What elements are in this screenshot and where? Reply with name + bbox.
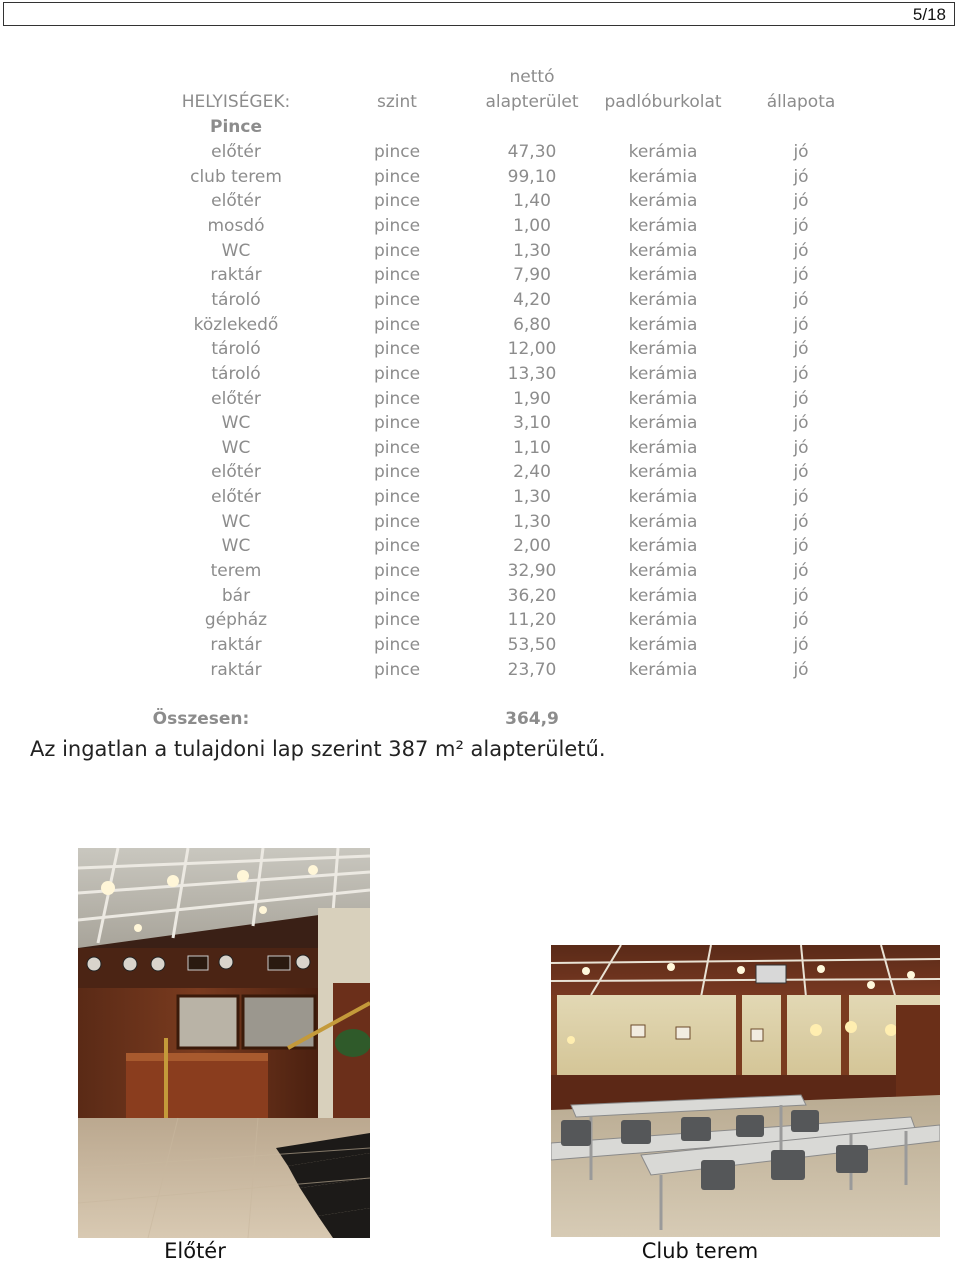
photo-eloter-image (78, 848, 370, 1238)
room-flooring: kerámia (628, 289, 698, 310)
room-level: pince (373, 339, 421, 360)
room-area: 1,40 (513, 191, 551, 212)
room-level: pince (373, 166, 421, 187)
table-row (0, 635, 960, 659)
table-row (0, 142, 960, 166)
room-condition: jó (793, 339, 809, 360)
section-label: Pince (210, 117, 262, 137)
room-flooring: kerámia (628, 511, 698, 532)
room-condition: jó (793, 462, 809, 483)
room-flooring: kerámia (628, 437, 698, 458)
room-flooring: kerámia (628, 561, 698, 582)
room-flooring: kerámia (628, 191, 698, 212)
room-name: raktár (210, 265, 262, 286)
room-level: pince (373, 388, 421, 409)
room-condition: jó (793, 585, 809, 606)
room-level: pince (373, 413, 421, 434)
room-name: raktár (210, 635, 262, 655)
room-name: bár (221, 585, 251, 606)
room-level: pince (373, 142, 421, 162)
room-flooring: kerámia (628, 413, 698, 434)
table-row (0, 364, 960, 388)
room-name: WC (221, 240, 251, 261)
table-row (0, 265, 960, 289)
room-name: WC (221, 536, 251, 557)
room-name: WC (221, 511, 251, 532)
room-area: 4,20 (513, 289, 551, 310)
room-condition: jó (793, 166, 809, 187)
room-level: pince (373, 536, 421, 557)
room-area: 7,90 (513, 265, 551, 286)
room-condition: jó (793, 635, 809, 655)
room-area: 1,10 (513, 437, 551, 458)
table-row (0, 487, 960, 511)
table-row (0, 389, 960, 413)
room-name: raktár (210, 659, 262, 680)
room-level: pince (373, 215, 421, 236)
room-name: előtér (211, 142, 261, 162)
room-area: 1,90 (513, 388, 551, 409)
caption-club-terem: Club terem (641, 1239, 759, 1263)
caption-eloter: Előtér (164, 1239, 226, 1263)
table-row (0, 191, 960, 215)
table-row (0, 290, 960, 314)
room-condition: jó (793, 215, 809, 236)
room-flooring: kerámia (628, 240, 698, 261)
header-area-line2: alapterület (485, 92, 579, 112)
room-level: pince (373, 437, 421, 458)
room-name: előtér (211, 462, 261, 483)
table-row (0, 339, 960, 363)
photo-club-terem-image (551, 945, 940, 1237)
room-level: pince (373, 462, 421, 483)
table-row (0, 462, 960, 486)
room-level: pince (373, 659, 421, 680)
room-area: 1,00 (513, 215, 551, 236)
room-flooring: kerámia (628, 487, 698, 508)
header-rooms: HELYISÉGEK: (181, 92, 291, 112)
room-condition: jó (793, 610, 809, 631)
room-flooring: kerámia (628, 142, 698, 162)
header-flooring: padlóburkolat (604, 92, 722, 112)
room-area: 1,30 (513, 511, 551, 532)
table-row (0, 536, 960, 560)
room-area: 36,20 (507, 585, 557, 606)
page-number: 5/18 (912, 5, 946, 24)
room-level: pince (373, 265, 421, 286)
room-name: WC (221, 413, 251, 434)
table-header-row-1 (0, 67, 960, 91)
room-level: pince (373, 314, 421, 335)
room-area: 53,50 (507, 635, 557, 655)
room-condition: jó (793, 289, 809, 310)
room-area: 12,00 (507, 339, 557, 360)
room-flooring: kerámia (628, 585, 698, 606)
room-area: 23,70 (507, 659, 557, 680)
room-name: előtér (211, 487, 261, 508)
room-level: pince (373, 487, 421, 508)
room-condition: jó (793, 659, 809, 680)
room-flooring: kerámia (628, 462, 698, 483)
room-area: 3,10 (513, 413, 551, 434)
header-condition: állapota (766, 92, 836, 112)
room-flooring: kerámia (628, 166, 698, 187)
room-name: club terem (190, 166, 282, 187)
table-row (0, 216, 960, 240)
room-condition: jó (793, 511, 809, 532)
header-level: szint (377, 92, 417, 112)
room-area: 1,30 (513, 240, 551, 261)
table-row (0, 512, 960, 536)
area-note: Az ingatlan a tulajdoni lap szerint 387 m² alapterületű. (30, 737, 606, 761)
room-area: 13,30 (507, 363, 557, 384)
room-flooring: kerámia (628, 536, 698, 557)
room-condition: jó (793, 487, 809, 508)
room-area: 11,20 (507, 610, 557, 631)
room-condition: jó (793, 142, 809, 162)
room-condition: jó (793, 561, 809, 582)
room-name: WC (221, 437, 251, 458)
room-name: mosdó (207, 215, 265, 236)
photo-club-terem (551, 945, 940, 1237)
table-row (0, 660, 960, 684)
total-row (0, 709, 960, 733)
room-name: terem (210, 561, 262, 582)
room-area: 47,30 (507, 142, 557, 162)
total-label: Összesen: (152, 709, 250, 729)
table-row (0, 315, 960, 339)
room-name: előtér (211, 191, 261, 212)
room-area: 2,00 (513, 536, 551, 557)
room-area: 1,30 (513, 487, 551, 508)
room-condition: jó (793, 388, 809, 409)
room-area: 32,90 (507, 561, 557, 582)
room-flooring: kerámia (628, 215, 698, 236)
table-row (0, 561, 960, 585)
room-name: gépház (204, 610, 268, 631)
room-level: pince (373, 363, 421, 384)
room-level: pince (373, 585, 421, 606)
table-row (0, 586, 960, 610)
table-row (0, 610, 960, 634)
page-header-box (3, 2, 955, 26)
room-flooring: kerámia (628, 388, 698, 409)
room-flooring: kerámia (628, 363, 698, 384)
table-header-row-2 (0, 92, 960, 116)
room-level: pince (373, 240, 421, 261)
room-condition: jó (793, 536, 809, 557)
room-flooring: kerámia (628, 339, 698, 360)
photo-eloter (78, 848, 370, 1238)
room-flooring: kerámia (628, 265, 698, 286)
room-area: 2,40 (513, 462, 551, 483)
room-level: pince (373, 289, 421, 310)
room-level: pince (373, 610, 421, 631)
header-area-line1: nettó (509, 67, 555, 87)
room-name: tároló (211, 339, 261, 360)
table-row (0, 438, 960, 462)
room-flooring: kerámia (628, 314, 698, 335)
room-condition: jó (793, 314, 809, 335)
total-value: 364,9 (505, 709, 559, 729)
room-condition: jó (793, 437, 809, 458)
room-condition: jó (793, 413, 809, 434)
room-flooring: kerámia (628, 659, 698, 680)
room-name: tároló (211, 289, 261, 310)
room-condition: jó (793, 240, 809, 261)
room-area: 99,10 (507, 166, 557, 187)
table-row (0, 241, 960, 265)
room-level: pince (373, 561, 421, 582)
room-condition: jó (793, 191, 809, 212)
room-name: közlekedő (193, 314, 279, 335)
room-flooring: kerámia (628, 610, 698, 631)
room-condition: jó (793, 265, 809, 286)
room-condition: jó (793, 363, 809, 384)
table-row (0, 413, 960, 437)
room-level: pince (373, 191, 421, 212)
room-name: tároló (211, 363, 261, 384)
table-row (0, 167, 960, 191)
room-area: 6,80 (513, 314, 551, 335)
room-flooring: kerámia (628, 635, 698, 655)
room-level: pince (373, 511, 421, 532)
room-level: pince (373, 635, 421, 655)
room-name: előtér (211, 388, 261, 409)
